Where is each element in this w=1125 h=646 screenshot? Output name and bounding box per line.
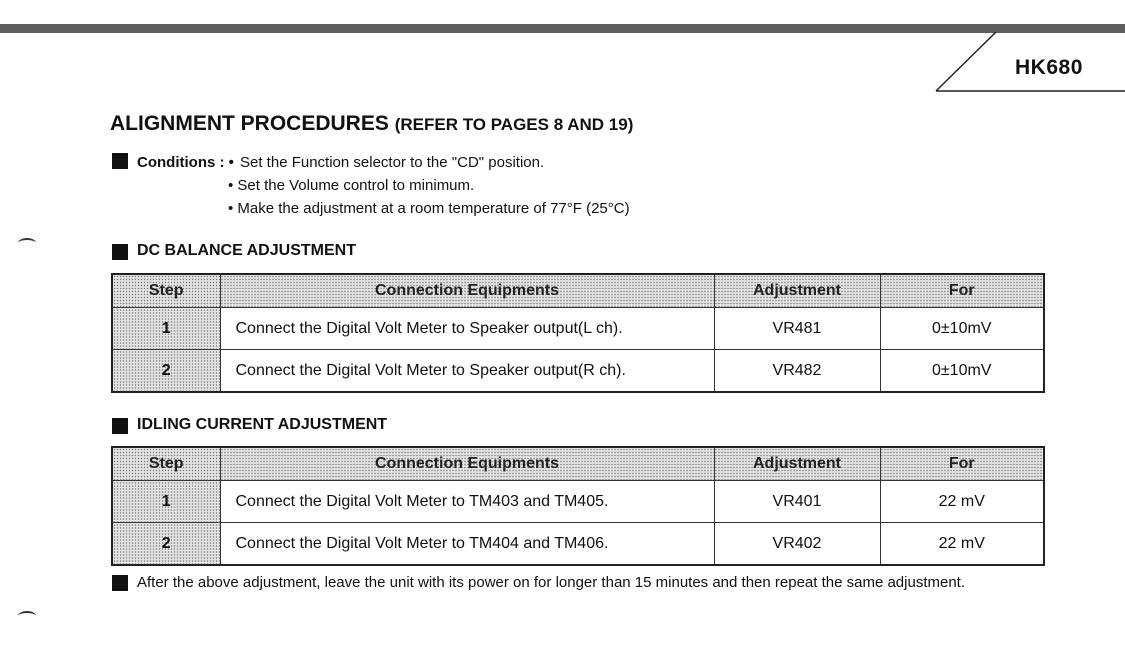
step-cell: 1 — [112, 308, 220, 350]
idling-current-table — [111, 446, 1045, 566]
connection-cell: Connect the Digital Volt Meter to TM403 and TM405. — [220, 481, 714, 523]
step-cell: 2 — [112, 523, 220, 566]
condition-item: • Make the adjustment at a room temperature of 77°F (25°C) — [228, 200, 630, 217]
header-for: For — [880, 447, 1044, 481]
table-row — [112, 523, 1044, 566]
margin-mark — [18, 611, 36, 621]
connection-cell: Connect the Digital Volt Meter to TM404 and TM406. — [220, 523, 714, 566]
header-connection: Connection Equipments — [220, 447, 714, 481]
step-cell: 1 — [112, 481, 220, 523]
table-row — [112, 350, 1044, 393]
table-header-row — [112, 447, 1044, 481]
condition-item: Set the Function selector to the "CD" position. — [240, 154, 545, 171]
bullet-square-icon — [112, 244, 128, 260]
condition-item: • Set the Volume control to minimum. — [228, 177, 475, 194]
page-title-main: ALIGNMENT PROCEDURES — [110, 112, 389, 135]
note-text: After the above adjustment, leave the unit with its power on for longer than 15 minutes and then repeat the same adjustment. — [137, 574, 965, 591]
conditions-label-text: Conditions : • — [137, 154, 234, 171]
for-cell: 0±10mV — [880, 350, 1044, 393]
bullet-square-icon — [112, 418, 128, 434]
header-step: Step — [112, 447, 220, 481]
step-cell: 2 — [112, 350, 220, 393]
table-row — [112, 481, 1044, 523]
header-for: For — [880, 274, 1044, 308]
section-title: IDLING CURRENT ADJUSTMENT — [137, 416, 388, 433]
table-row — [112, 308, 1044, 350]
adjustment-cell: VR481 — [714, 308, 880, 350]
model-number: HK680 — [1015, 56, 1083, 79]
adjustment-cell: VR401 — [714, 481, 880, 523]
section-title: DC BALANCE ADJUSTMENT — [137, 242, 356, 259]
page-title — [110, 112, 633, 136]
for-cell: 22 mV — [880, 523, 1044, 566]
adjustment-cell: VR402 — [714, 523, 880, 566]
margin-mark — [18, 238, 36, 248]
for-cell: 22 mV — [880, 481, 1044, 523]
conditions-list — [228, 151, 630, 220]
connection-cell: Connect the Digital Volt Meter to Speaker output(R ch). — [220, 350, 714, 393]
dc-balance-table — [111, 273, 1045, 393]
header-adjustment: Adjustment — [714, 274, 880, 308]
table-header-row — [112, 274, 1044, 308]
header-step: Step — [112, 274, 220, 308]
connection-cell: Connect the Digital Volt Meter to Speaker output(L ch). — [220, 308, 714, 350]
header-connection: Connection Equipments — [220, 274, 714, 308]
header-adjustment: Adjustment — [714, 447, 880, 481]
adjustment-cell: VR482 — [714, 350, 880, 393]
page-title-sub: (REFER TO PAGES 8 AND 19) — [394, 115, 634, 134]
for-cell: 0±10mV — [880, 308, 1044, 350]
bullet-square-icon — [112, 575, 128, 591]
bullet-square-icon — [112, 153, 128, 169]
